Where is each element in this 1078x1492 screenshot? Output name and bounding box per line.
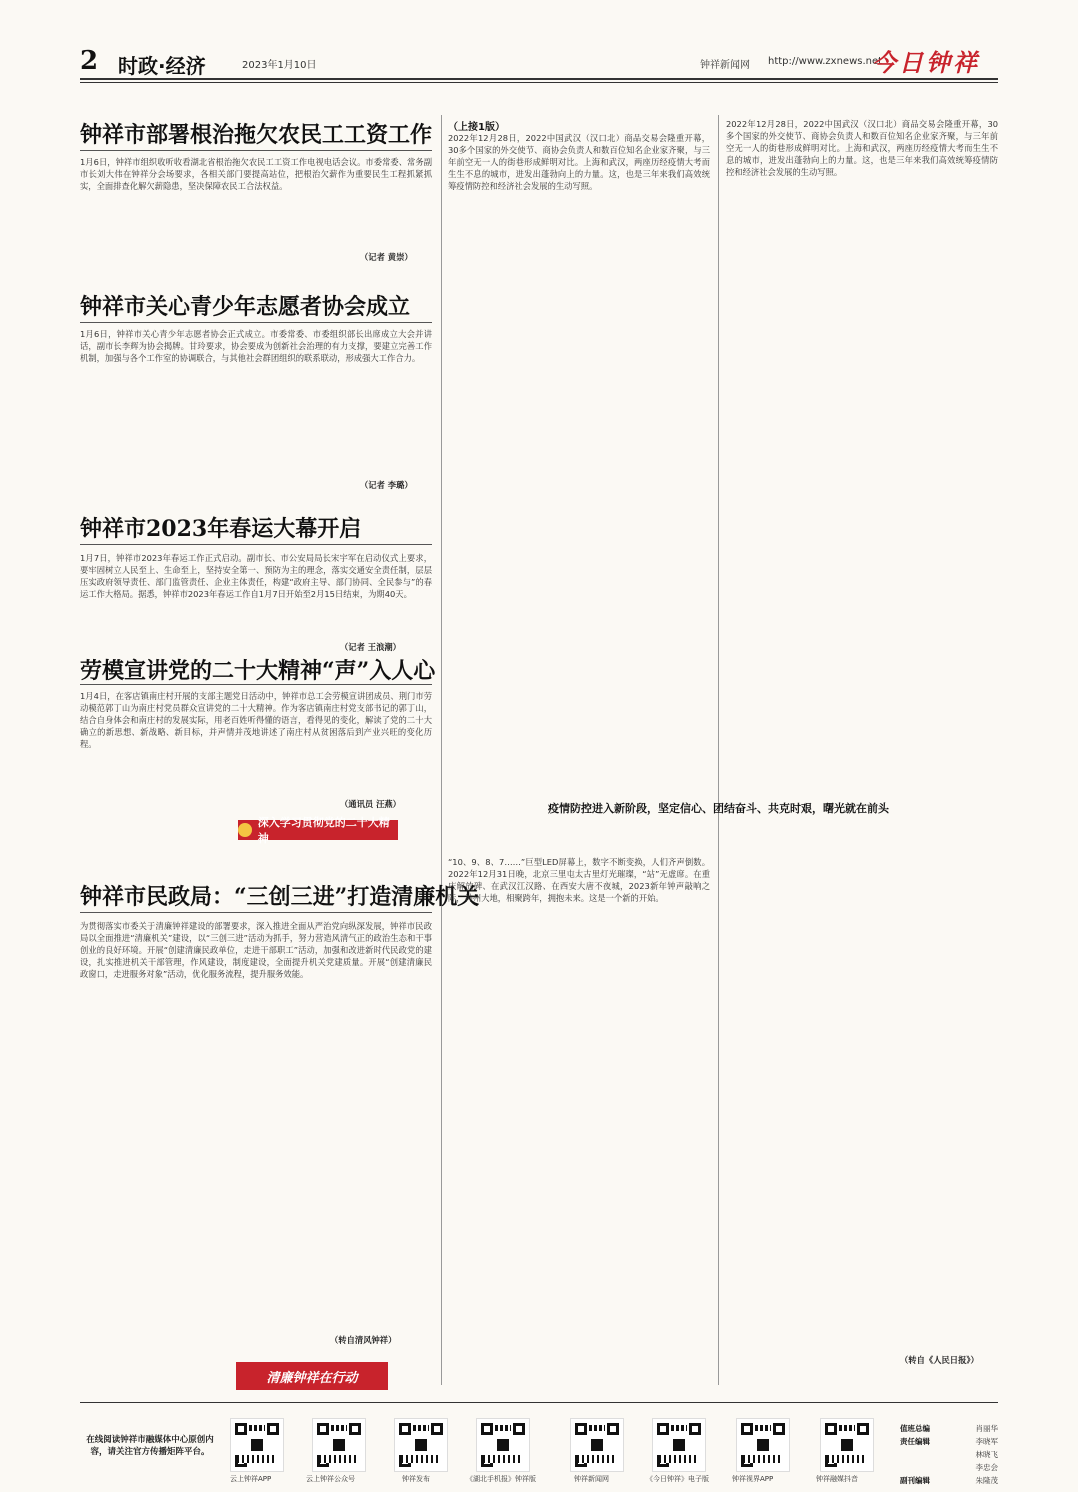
article-byline: （通讯员 汪燕） <box>340 799 401 809</box>
article-body: 1月6日，钟祥市组织收听收看湖北省根治拖欠农民工工资工作电视电话会议。市委常委、常务副市长刘大伟在钟祥分会场要求，各相关部门要提高站位，把根治欠薪作为重要民生工程抓紧抓实，全面排查化解欠薪隐患，坚决保障农民工合法权益。 <box>80 157 432 191</box>
study-banner <box>238 816 398 845</box>
site-url[interactable]: http://www.zxnews.net <box>768 56 883 67</box>
article-body: 1月6日，钟祥市关心青少年志愿者协会正式成立。市委常委、市委组织部长出席成立大会并讲话，副市长李辉为协会揭牌。甘玲要求，协会要成为创新社会治理的有力支撑，要建立完善工作机制，加强与各个工作室的协调联合，与其他社会群团组织的联系联动，形成强大工作合力。 <box>80 329 432 363</box>
credit-value: 肖丽华 <box>975 1424 998 1433</box>
column-divider <box>441 115 442 1385</box>
credit-value: 朱隆茂 <box>975 1476 998 1485</box>
issue-date: 2023年1月10日 <box>242 60 317 71</box>
article-headline[interactable]: 疫情防控进入新阶段，坚定信心、团结奋斗、共克时艰，曙光就在前头 <box>548 802 889 815</box>
article-headline[interactable]: 劳模宣讲党的二十大精神“声”入人心 <box>80 658 436 684</box>
article-byline: （转自《人民日报》） <box>900 1355 979 1365</box>
brand-logo: 今日钟祥 <box>872 48 980 77</box>
article-body: 2022年12月28日，2022中国武汉（汉口北）商品交易会隆重开幕，30多个国家的外交使节、商协会负责人和数百位知名企业家齐聚，与三年前空无一人的街巷形成鲜明对比。上海和武汉，两座历经疫情大考而生生不息的城市，进发出蓬勃向上的力量。这，也是三年来我们高效统筹疫情防控和经济社会发展的生动写照。 <box>448 133 710 191</box>
headline-rule <box>80 912 432 913</box>
section-title: 时政·经济 <box>118 54 206 78</box>
article-byline: （转自清风钟祥） <box>330 1335 397 1345</box>
headline-rule <box>80 544 432 545</box>
headline-rule <box>80 322 432 323</box>
footer <box>80 1412 998 1487</box>
article-headline[interactable]: 钟祥市2023年春运大幕开启 <box>80 516 362 542</box>
follow-note: 在线阅读钟祥市融媒体中心原创内容，请关注官方传播矩阵平台。 <box>86 1435 214 1457</box>
article-body: 1月4日，在客店镇南庄村开展的支部主题党日活动中，钟祥市总工会劳模宣讲团成员、荆门市劳动模范郭丁山为南庄村党员群众宣讲党的二十大精神。作为客店镇南庄村党支部书记的郭丁山，结合自身体会和南庄村的发展实际，用老百姓听得懂的语言，看得见的变化，解读了党的二十大确立的新思想、新战略、新目标，并声情并茂地讲述了南庄村从贫困落后到产业兴旺的变化历程。 <box>80 691 432 749</box>
qr-code[interactable] <box>312 1418 366 1472</box>
clean-zhongxiang-banner: 清廉钟祥在行动 <box>236 1362 388 1390</box>
qr-code[interactable] <box>736 1418 790 1472</box>
qr-label: 钟祥发布 <box>402 1475 430 1483</box>
article-byline: （记者 黄崇） <box>360 252 413 262</box>
article-headline[interactable]: 钟祥市部署根治拖欠农民工工资工作 <box>80 122 433 148</box>
qr-label: 云上钟祥公众号 <box>306 1475 355 1483</box>
credit-key: 副刊编辑 <box>900 1476 930 1485</box>
article-body: 2022年12月28日，2022中国武汉（汉口北）商品交易会隆重开幕，30多个国家的外交使节、商协会负责人和数百位知名企业家齐聚，与三年前空无一人的街巷形成鲜明对比。上海和武汉，两座历经疫情大考而生生不息的城市，进发出蓬勃向上的力量。这，也是三年来我们高效统筹疫情防控和经济社会发展的生动写照。 <box>726 119 998 177</box>
qr-label: 钟祥视界APP <box>732 1475 774 1483</box>
page-header <box>0 0 1078 100</box>
article-body: 1月7日，钟祥市2023年春运工作正式启动。副市长、市公安局局长宋宇军在启动仪式上要求，要牢固树立人民至上、生命至上，坚持安全第一、预防为主的理念，落实交通安全责任制，层层压实政府领导责任、部门监管责任、企业主体责任，构建“政府主导、部门协同、全民参与”的春运工作大格局。据悉，钟祥市2023年春运工作自1月7日开始至2月15日结束，为期40天。 <box>80 553 432 599</box>
article-body: 为贯彻落实市委关于清廉钟祥建设的部署要求，深入推进全面从严治党向纵深发展，钟祥市民政局以全面推进“清廉机关”建设，以“三创三进”活动为抓手，努力营造风清气正的政治生态和干事创业的良好环境。开展“创建清廉民政单位，走进干部职工”活动，加强和改进新时代民政党的建设，扎实推进机关干部管理，作风建设，制度建设，全面提升机关党建质量。开展“创建清廉民政窗口，走进服务对象”活动，优化服务流程，提升服务效能。 <box>80 921 432 979</box>
credit-key: 责任编辑 <box>900 1437 930 1446</box>
headline-rule <box>80 684 432 685</box>
header-rule <box>80 78 998 80</box>
credit-value: 林晓飞 <box>975 1450 998 1459</box>
page-number: 2 <box>80 46 99 76</box>
qr-label: 钟祥新闻网 <box>574 1475 609 1483</box>
article-body: “10、9、8、7……”巨型LED屏幕上，数字不断变换，人们齐声倒数。2022年12月31日晚，北京三里屯太古里灯光璀璨，“站”无虚席。在重庆解放碑、在武汉江汉路、在西安大唐不夜城，2023新年钟声敲响之际，神州大地，相聚跨年，拥抱未来。这是一个新的开始。 <box>448 857 710 903</box>
qr-code[interactable] <box>476 1418 530 1472</box>
credit-value: 李忠会 <box>975 1463 998 1472</box>
article-headline[interactable]: 钟祥市关心青少年志愿者协会成立 <box>80 294 411 320</box>
site-name: 钟祥新闻网 <box>700 60 750 71</box>
qr-label: 《今日钟祥》电子版 <box>646 1475 709 1483</box>
qr-code[interactable] <box>570 1418 624 1472</box>
banner-text: 深入学习贯彻党的二十大精神 <box>257 816 390 845</box>
qr-code[interactable] <box>652 1418 706 1472</box>
credit-value: 李晓军 <box>975 1437 998 1446</box>
qr-code[interactable] <box>230 1418 284 1472</box>
headline-rule <box>80 150 432 151</box>
credit-key: 值班总编 <box>900 1424 930 1433</box>
article-headline[interactable]: 钟祥市民政局：“三创三进”打造清廉机关 <box>80 884 480 910</box>
qr-label: 《湖北手机报》钟祥版 <box>466 1475 536 1483</box>
party-emblem-icon <box>238 823 252 837</box>
footer-rule <box>80 1402 998 1403</box>
qr-code[interactable] <box>394 1418 448 1472</box>
qr-code[interactable] <box>820 1418 874 1472</box>
editorial-credits <box>900 1422 998 1487</box>
header-rule-thin <box>80 82 998 83</box>
continued-marker: （上接1版） <box>448 122 505 133</box>
column-divider <box>718 115 719 1385</box>
article-byline: （记者 李璐） <box>360 480 413 490</box>
qr-label: 云上钟祥APP <box>230 1475 272 1483</box>
article-byline: （记者 王浪潮） <box>340 642 401 652</box>
qr-label: 钟祥融媒抖音 <box>816 1475 858 1483</box>
